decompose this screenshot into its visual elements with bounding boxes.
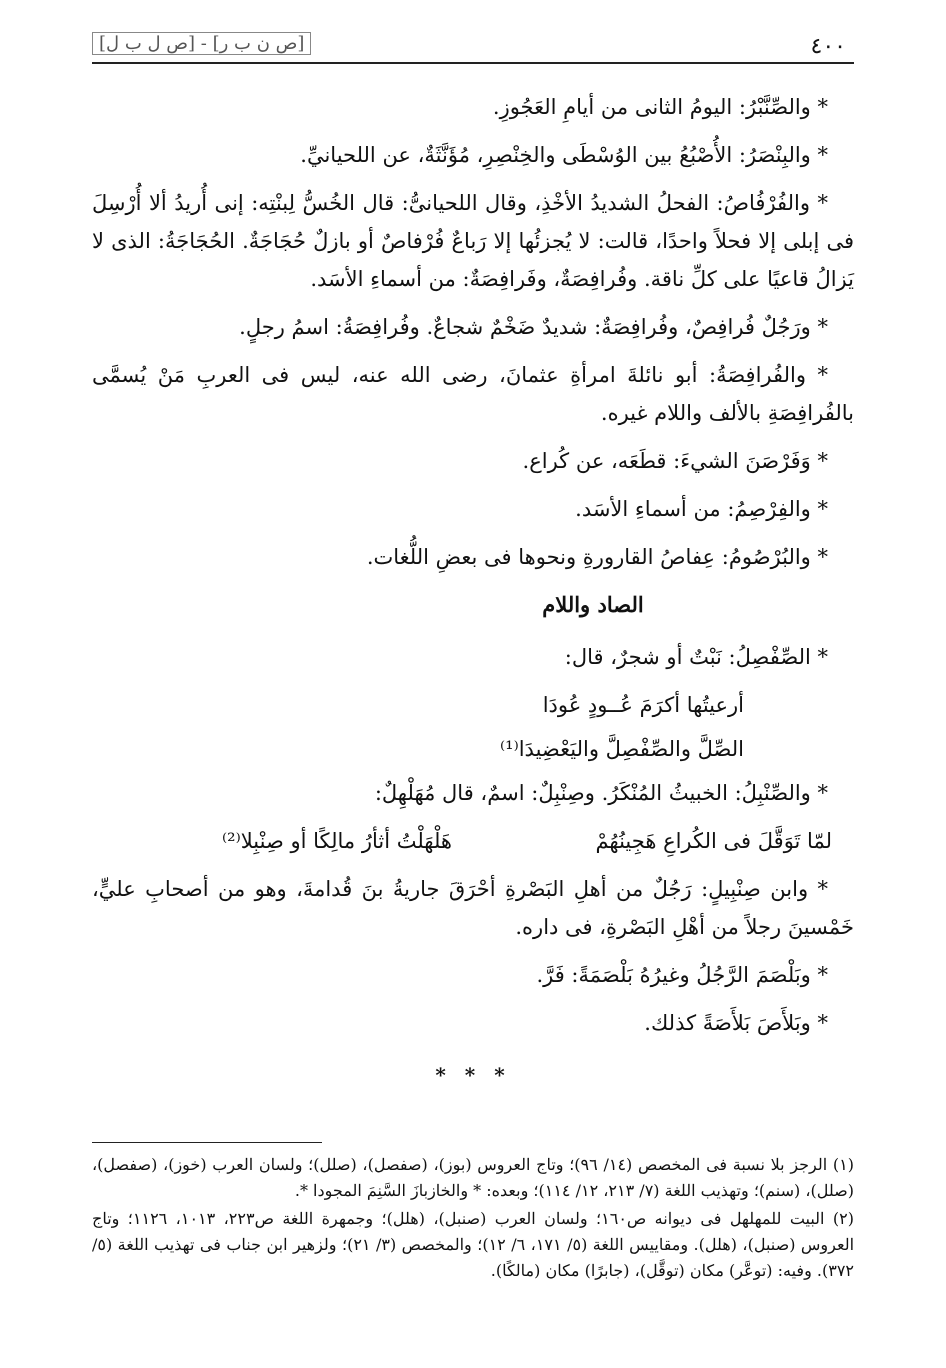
entry-firsim: * والفِرْصِمُ: من أسماءِ الأسَد. bbox=[575, 497, 828, 521]
entry-alfurafisa: * والفُرافِصَةُ: أبو نائلةَ امرأةِ عثمانَ، رضى الله عنه، ليس فى العربِ مَنْ يُسمَّى بالفُرافِصَةِ بالألف واللام غيره. bbox=[92, 363, 854, 425]
entry-sinbil: * والصِّنْبِلُ: الخبيثُ المُنْكَرُ. وصِنْبِلٌ: اسمٌ، قال مُهَلْهِلٌ: bbox=[374, 781, 828, 805]
running-head: [ص ن ب ر] - [ص ل ب ل] bbox=[92, 32, 311, 55]
footnote-1: (١) الرجز بلا نسبة فى المخصص (١٤/ ٩٦)؛ وتاج العروس (بوز)، (صفصل)، (صلل)؛ ولسان العرب (خوز)، (صفصل)، (صلل)، (سنم)؛ وتهذيب اللغة (٧/ ٢١٣، ١٢/ ١١٤)؛ وبعده: * والخازبازَ السَّنِمَ المجودا *. bbox=[92, 1155, 855, 1200]
page-header bbox=[92, 28, 854, 64]
entry-furafis: * ورَجُلٌ فُرافِصٌ، وفُرافِصَةٌ: شديدٌ ضَخْمٌ شجاعٌ. وفُرافِصَةُ: اسمُ رجلٍ. bbox=[239, 315, 828, 339]
verse-hemistich-second: هَلْهَلْتُ أثأرُ مالِكًا أو صِنْبِلا⁽²⁾ bbox=[222, 829, 453, 853]
entry-sinnabr: * والصِّنَّبْرُ: اليومُ الثانى من أيامِ العَجُوزِ. bbox=[492, 95, 828, 119]
section-separator: * * * bbox=[435, 1063, 511, 1087]
entry-bursum: * والبُرْصُومُ: عِفاصُ القارورةِ ونحوها فى بعضِ اللُّغات. bbox=[366, 545, 828, 569]
entry-farsana: * وَفَرْصَنَ الشيءَ: قطَعَه، عن كُراع. bbox=[522, 449, 828, 473]
entry-binsar: * والبِنْصَرُ: الأُصْبُعُ بين الوُسْطَى والخِنْصِرِ، مُؤَنَّثَةٌ، عن اللحيانيِّ. bbox=[300, 143, 828, 167]
verse-line: الصِّلَّ والصِّفْصِلَّ واليَعْضِيدَا⁽¹⁾ bbox=[499, 737, 744, 761]
entry-furfas: * والفُرْفُاصُ: الفحلُ الشديدُ الأخْذِ، وقال اللحيانىُّ: قال الخُسُّ لِبنْتِه: إنى أُريدُ ألا أُرْسِلَ فى إبلى إلا فحلاً واحدًا، قالت: لا يُجزئُها إلا رَباعٌ فُرْفاصٌ أو بازلٌ حُجَاجَةٌ. الحُجَاجَةُ: الذى لا يَزالُ قاعيًا على كلِّ ناقة. وفُرافِصَةٌ، وفَرافِصَةٌ: من أسماءِ الأسَد. bbox=[92, 191, 854, 291]
footnotes bbox=[92, 1152, 854, 1286]
verse-line: أرعيتُها أكرَمَ عُــودٍ عُودَا bbox=[542, 693, 744, 717]
section-heading: الصاد واللام bbox=[542, 592, 644, 617]
verse-hemistich-first: لمّا تَوَقَّلَ فى الكُراعِ هَجِينُهُمْ bbox=[595, 829, 832, 853]
footnote-2: (٢) البيت للمهلهل فى ديوانه ص١٦٠؛ ولسان العرب (صنبل)، (هلل)؛ وجمهرة اللغة ص٢٢٣، ١٠١٣، ١١٢٦؛ وتاج العروس (صنبل)، (هلل). ومقاييس اللغة (٥/ ١٧١، ٦/ ١٢)؛ والمخصص (٣/ ٢١)؛ ولزهير ابن جناب فى تهذيب اللغة (٥/ ٣٧٢). وفيه: (توعَّر) مكان (توقَّل)، (جابرًا) مكان (مالكًا). bbox=[92, 1209, 855, 1280]
entry-ibn-sinbil: * وابن صِنْبِيلٍ: رَجُلٌ من أهلِ البَصْرةِ أحْرَقَ جاريةُ بنَ قُدامةَ، وهو من أصحابِ عليٍّ، خَمْسينَ رجلاً من أهْلِ البَصْرةِ، فى داره. bbox=[92, 877, 854, 939]
entry-bala-asa: * وبَلأَصَ بَلأَصَةً كذلك. bbox=[644, 1011, 828, 1035]
entry-safsal: * الصِّفْصِلُ: نَبْتٌ أو شجرٌ، قال: bbox=[564, 645, 828, 669]
page-number: ٤٠٠ bbox=[810, 34, 846, 59]
verse-couplet bbox=[92, 822, 854, 860]
main-text bbox=[92, 88, 854, 1094]
footnote-divider bbox=[92, 1142, 322, 1143]
entry-balsama: * وبَلْصَمَ الرَّجُلُ وغيرُهُ بَلْصَمَةً: فَرَّ. bbox=[536, 963, 828, 987]
